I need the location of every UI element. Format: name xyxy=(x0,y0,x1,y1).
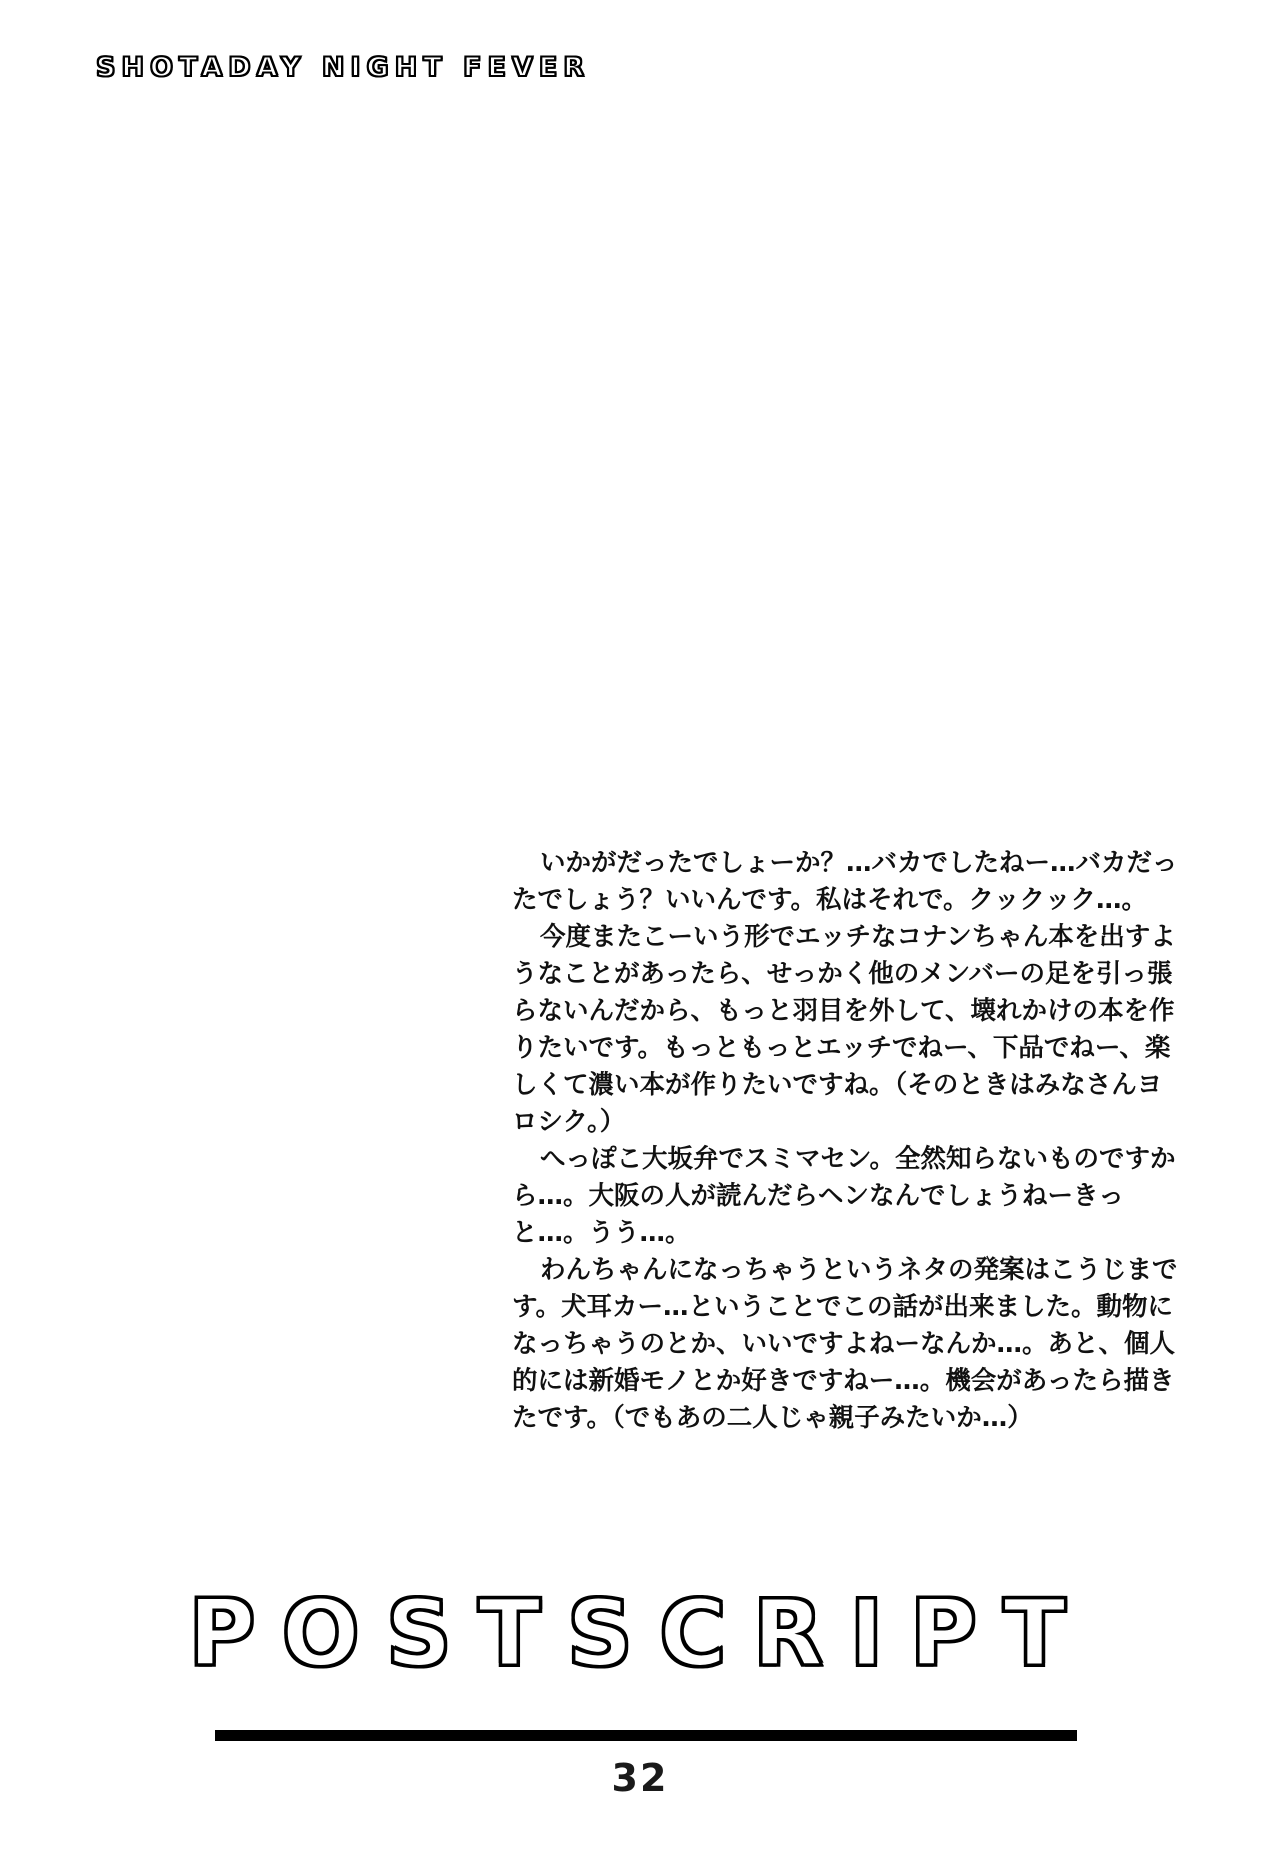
afterword-paragraph: へっぽこ大坂弁でスミマセン。全然知らないものですから…。大阪の人が読んだらヘンなんでしょうねーきっと…。うう…。 xyxy=(512,1144,1176,1248)
page-header-title: SHOTADAY NIGHT FEVER xyxy=(96,52,591,83)
afterword-paragraph: いかがだったでしょーか？…バカでしたねー…バカだったでしょう？いいんです。私はそれで。クックック…。 xyxy=(512,848,1178,915)
afterword-paragraph: わんちゃんになっちゃうというネタの発案はこうじまです。犬耳カー…ということでこの話が出来ました。動物になっちゃうのとか、いいですよねーなんか…。あと、個人的には新婚モノとか好きですねー…。機会があったら描きたです。（でもあの二人じゃ親子みたいか…） xyxy=(512,1255,1178,1433)
afterword-text-block xyxy=(512,845,1184,1437)
postscript-wordmark: POSTSCRIPT xyxy=(188,1580,1092,1687)
afterword-paragraph: 今度またこーいう形でエッチなコナンちゃん本を出すようなことがあったら、せっかく他のメンバーの足を引っ張らないんだから、もっと羽目を外して、壊れかけの本を作りたいです。もっともっとエッチでねー、下品でねー、楽しくて濃い本が作りたいですね。（そのときはみなさんヨロシク。） xyxy=(512,922,1176,1137)
footer-divider xyxy=(215,1730,1077,1741)
page-number: 32 xyxy=(611,1756,669,1800)
